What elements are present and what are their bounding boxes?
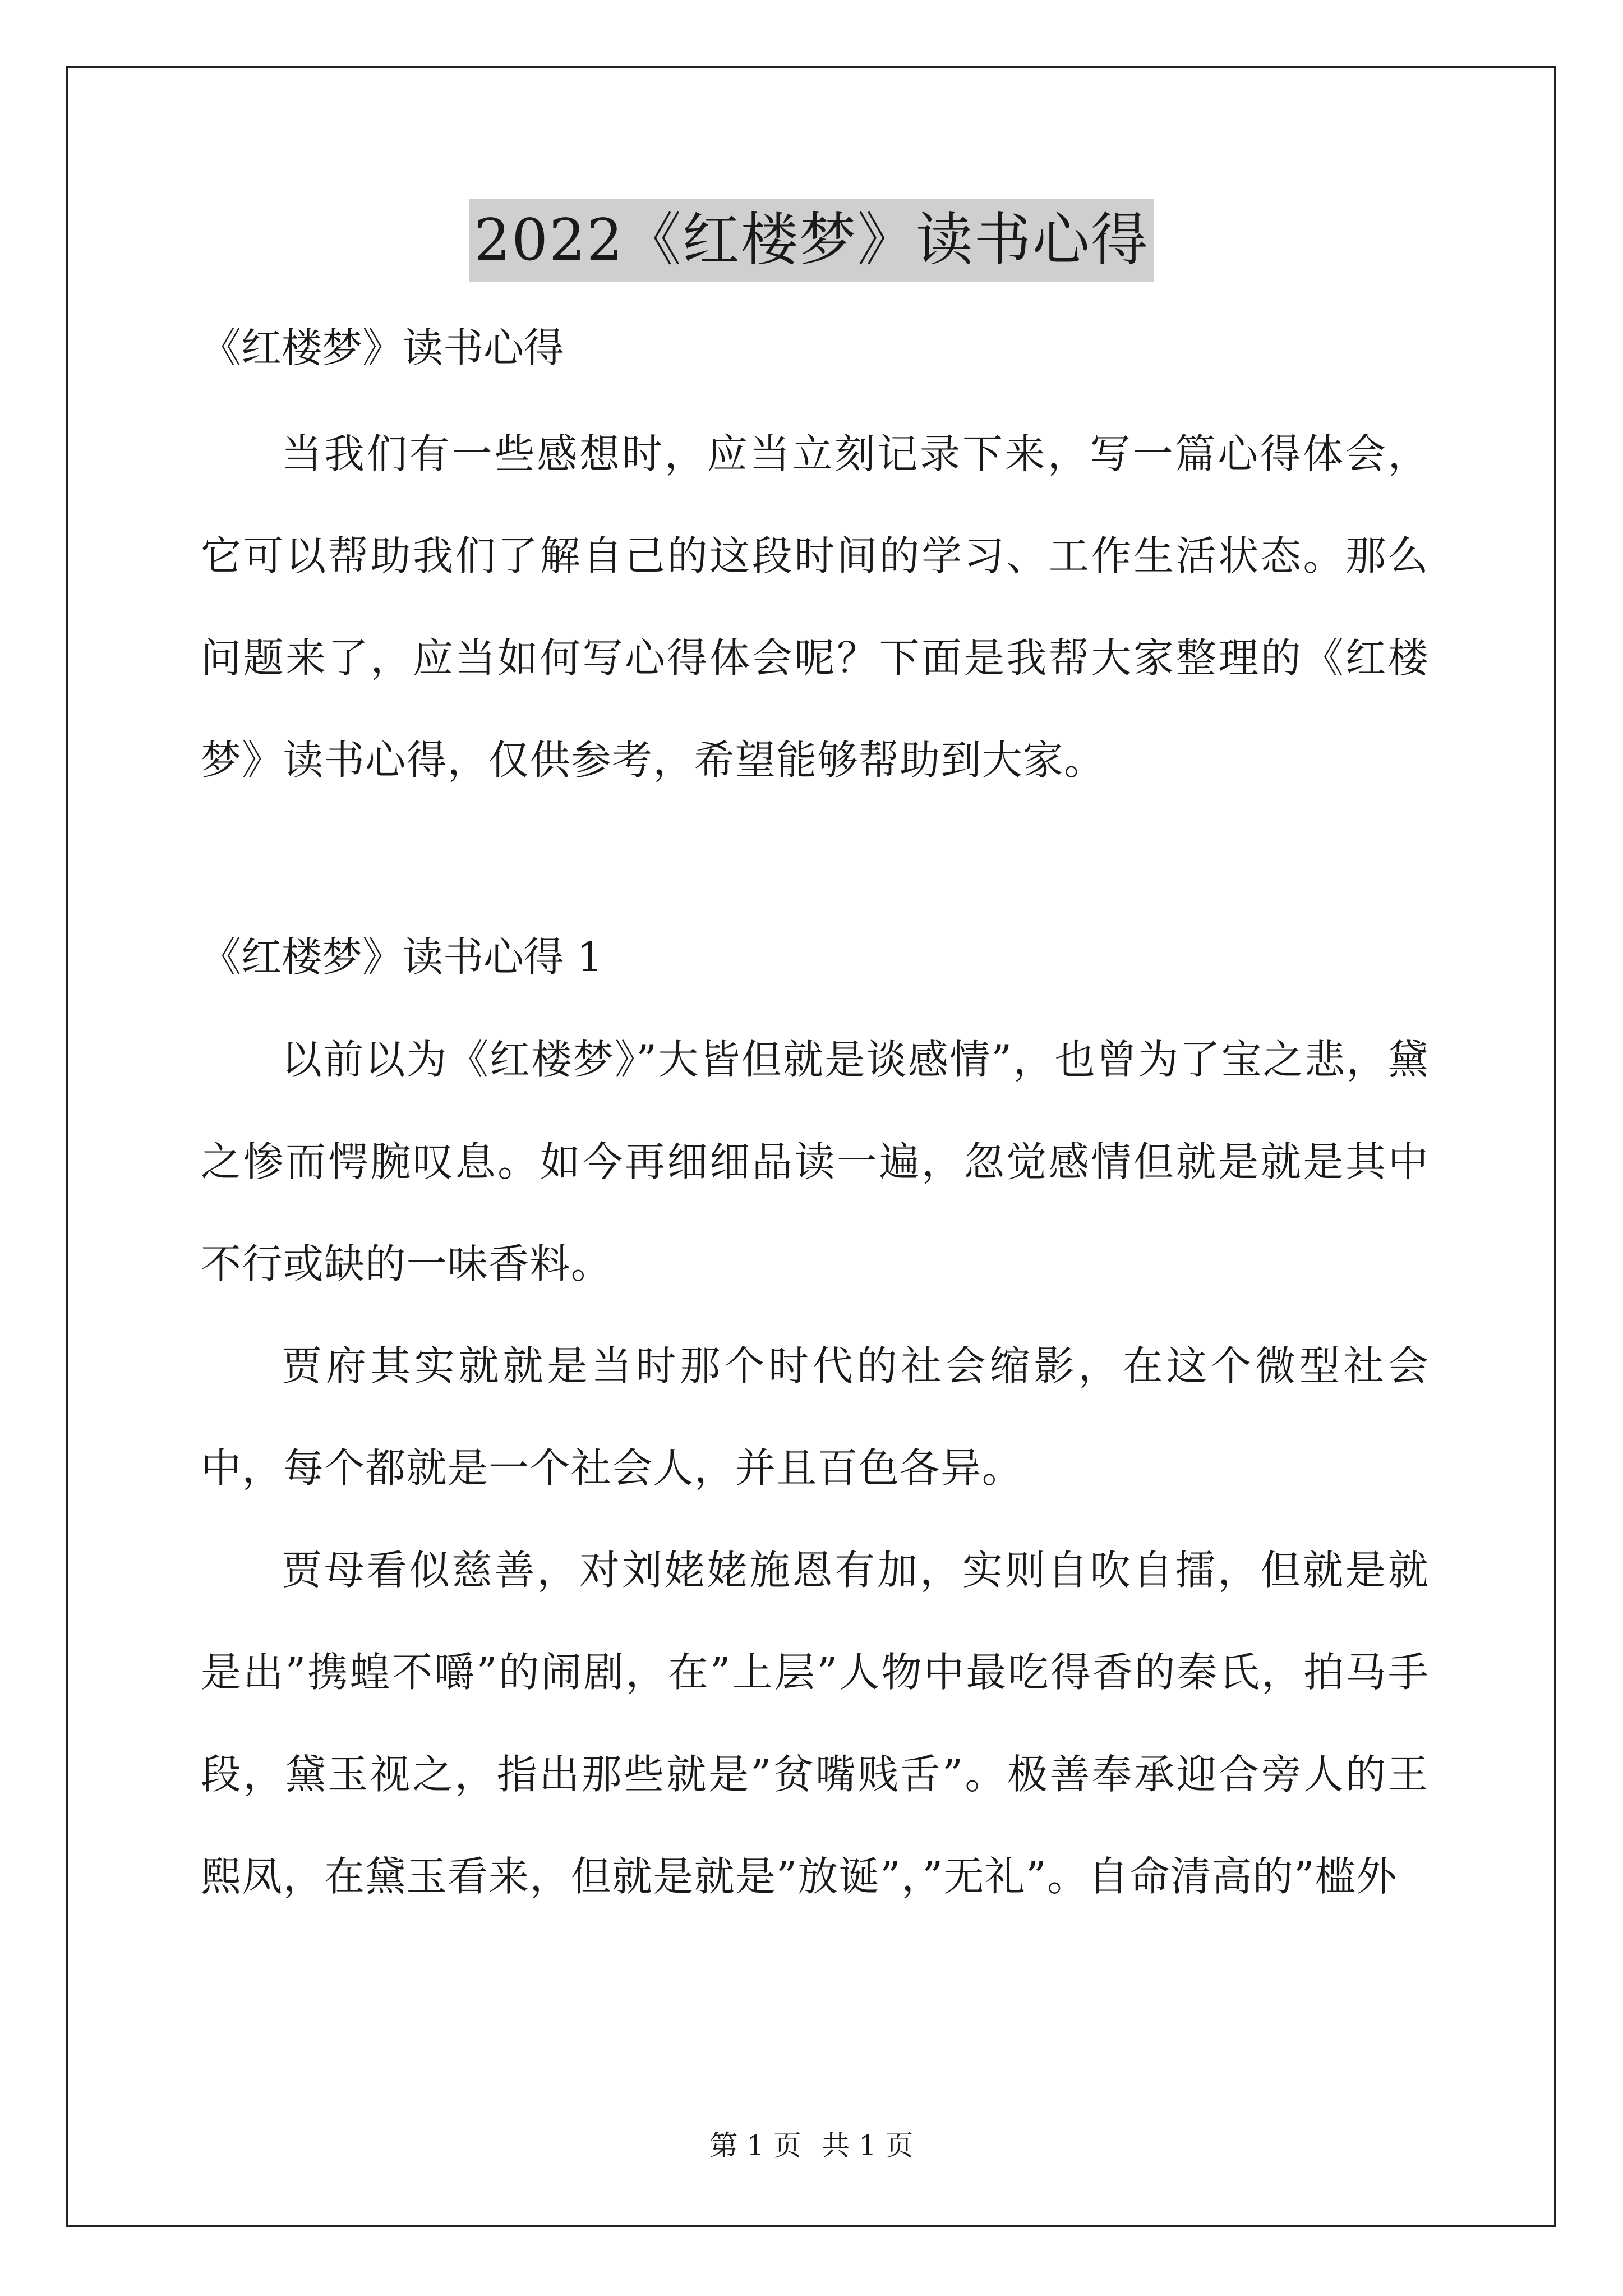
document-title: 2022《红楼梦》读书心得	[469, 199, 1154, 282]
section-spacer	[201, 811, 1429, 912]
paragraph: 贾府其实就就是当时那个时代的社会缩影，在这个微型社会中，每个都就是一个社会人，并且百色各异。	[201, 1342, 1429, 1492]
document-body	[201, 303, 1429, 1927]
page-total: 共 1 页	[821, 2129, 914, 2162]
section-heading: 《红楼梦》读书心得	[201, 324, 565, 371]
paragraph: 贾母看似慈善，对刘姥姥施恩有加，实则自吹自擂，但就是就是出”携蝗不嚼”的闹剧，在”上层”人物中最吃得香的秦氏，拍马手段，黛玉视之，指出那些就是”贫嘴贱舌”。极善奉承迎合旁人的王熙凤，在黛玉看来，但就是就是”放诞”，”无礼”。自命清高的”槛外	[201, 1547, 1429, 1900]
page-number: 第 1 页	[709, 2129, 802, 2162]
title-container	[0, 199, 1623, 282]
section-heading: 《红楼梦》读书心得 1	[201, 933, 603, 981]
page-footer	[0, 2129, 1623, 2162]
paragraph: 以前以为《红楼梦》”大皆但就是谈感情”，也曾为了宝之悲，黛之惨而愕腕叹息。如今再细细品读一遍，忽觉感情但就是就是其中不行或缺的一味香料。	[201, 1036, 1429, 1287]
paragraph: 当我们有一些感想时，应当立刻记录下来，写一篇心得体会，它可以帮助我们了解自己的这段时间的学习、工作生活状态。那么问题来了，应当如何写心得体会呢？下面是我帮大家整理的《红楼梦》读书心得，仅供参考，希望能够帮助到大家。	[201, 430, 1429, 784]
